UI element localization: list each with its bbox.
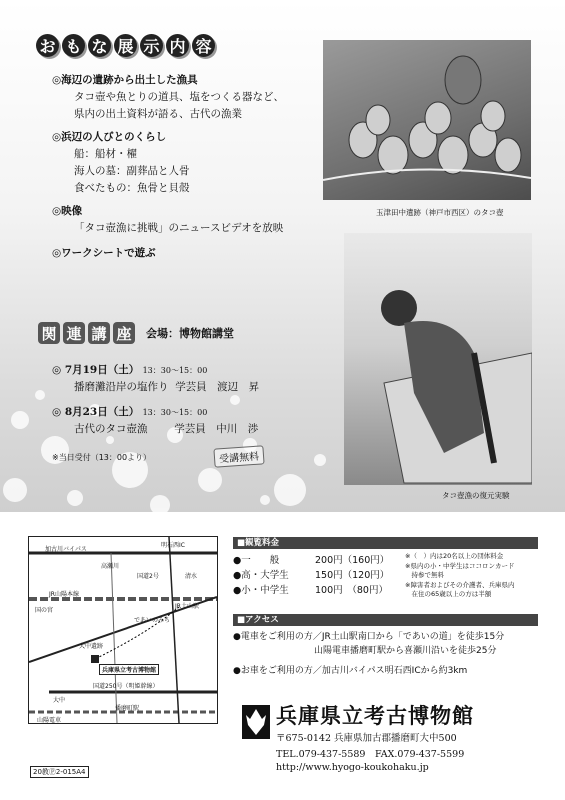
exhibit-heading: ◎浜辺の人びとのくらし <box>52 131 167 143</box>
exhibit-list <box>52 72 284 262</box>
access-line: ●電車をご利用の方／JR土山駅南口から「であいの道」を徒歩15分 <box>233 632 505 642</box>
map-label: であいのみち <box>134 617 171 624</box>
access-line: ●お車をご利用の方／加古川バイパス明石西ICから約3km <box>233 666 468 676</box>
exhibit-heading: ◎映像 <box>52 205 83 217</box>
fee-price: 100円 （80円） <box>315 585 388 596</box>
map-label: 国道2号 <box>137 573 159 580</box>
fee-label: ●一 般 <box>233 555 280 566</box>
title-char: 容 <box>192 34 215 57</box>
lecture-title-char: 連 <box>63 322 85 344</box>
lecture-speaker: 学芸員 渡辺 昇 <box>175 381 260 393</box>
title-char: 示 <box>140 34 163 57</box>
fees-table <box>233 552 415 597</box>
museum-logo <box>242 705 270 739</box>
lecture-topic: 古代のタコ壺漁 <box>74 423 148 435</box>
exhibit-line: 食べたもの：魚骨と貝殻 <box>74 182 190 194</box>
map-label: 加古川バイパス <box>45 546 87 553</box>
museum-url[interactable]: http://www.hyogo-koukohaku.jp <box>276 762 429 773</box>
fee-label: ●小・中学生 <box>233 585 289 596</box>
exhibit-line: 県内の出土資料が語る、古代の漁業 <box>74 108 242 120</box>
lecture-title-char: 関 <box>38 322 60 344</box>
free-stamp: 受講無料 <box>213 445 264 467</box>
fee-note: ※県内の小・中学生はココロンカード <box>405 561 515 570</box>
print-code: 20教Ⓟ2-015A4 <box>30 766 89 778</box>
map-label: 国の宮 <box>35 607 54 614</box>
fee-notes <box>405 552 514 600</box>
museum-address: 〒675-0142 兵庫県加古郡播磨町大中500 <box>276 733 457 744</box>
map-label: 清水 <box>185 573 198 580</box>
access-map <box>28 536 218 724</box>
lecture-title <box>38 322 234 344</box>
title-char: 展 <box>114 34 137 57</box>
exhibit-heading: ◎海辺の遺跡から出土した漁具 <box>52 74 198 86</box>
map-label: 山陽電車 <box>37 717 62 724</box>
map-label: 明石西IC <box>161 542 185 549</box>
photo2-caption: タコ壺漁の復元実験 <box>442 491 510 500</box>
octopus-pots-photo <box>323 40 531 200</box>
title-char: 内 <box>166 34 189 57</box>
fee-price: 150円（120円） <box>315 570 390 581</box>
lecture-date: ◎ 8月23日（土） <box>52 406 140 418</box>
museum-phone: TEL.079-437-5589 FAX.079-437-5599 <box>276 749 465 760</box>
photo1-caption: 玉津田中遺跡（神戸市西区）のタコ壺 <box>376 208 504 217</box>
lecture-topic: 播磨灘沿岸の塩作り <box>74 381 169 393</box>
title-char: お <box>36 34 59 57</box>
exhibit-line: 「タコ壺漁に挑戦」のニュースビデオを放映 <box>74 222 284 234</box>
map-label: 大中 <box>53 697 66 704</box>
lecture-speaker: 学芸員 中川 渉 <box>174 423 259 435</box>
museum-name: 兵庫県立考古博物館 <box>276 703 474 728</box>
title-char: も <box>62 34 85 57</box>
lecture-item <box>52 404 258 437</box>
lecture-time: 13：30～15：00 <box>142 366 208 375</box>
exhibit-line: 船：船材・櫂 <box>74 148 137 160</box>
lecture-date: ◎ 7月19日（土） <box>52 364 140 376</box>
lecture-title-char: 座 <box>113 322 135 344</box>
fees-header: ■観覧料金 <box>233 537 538 549</box>
section-title <box>36 34 215 57</box>
fee-price: 200円（160円） <box>315 555 390 566</box>
fee-note: ※障害者およびその介護者、兵庫県内 <box>405 580 515 589</box>
map-label: JR土山駅 <box>175 603 199 610</box>
map-label: 国道250号（明姫幹線） <box>93 683 159 690</box>
access-header: ■アクセス <box>233 614 538 626</box>
fishing-experiment-photo <box>344 233 532 485</box>
fee-label: ●高・大学生 <box>233 570 289 581</box>
map-label: 兵庫県立考古博物館 <box>99 664 159 675</box>
fee-note: 持参で無料 <box>405 571 444 579</box>
venue: 会場：博物館講堂 <box>146 327 234 340</box>
exhibit-line: 海人の墓：副葬品と人骨 <box>74 165 190 177</box>
lecture-title-char: 講 <box>88 322 110 344</box>
title-char: な <box>88 34 111 57</box>
access-info <box>233 630 504 678</box>
fee-note: ※（ ）内は20名以上の団体料金 <box>405 552 504 560</box>
lecture-time: 13：30～15：00 <box>142 408 208 417</box>
exhibit-heading: ◎ワークシートで遊ぶ <box>52 247 156 259</box>
exhibit-line: タコ壺や魚とりの道具、塩をつくる器など、 <box>74 91 284 103</box>
fee-note: 在住の65歳以上の方は半額 <box>405 590 492 598</box>
same-day-note: ※当日受付（13：00より） <box>52 453 152 462</box>
map-label: 播磨町駅 <box>115 705 140 712</box>
map-label: 高瀬川 <box>101 563 120 570</box>
access-line: 山陽電車播磨町駅から喜瀬川沿いを徒歩25分 <box>233 646 497 656</box>
map-label: JR山陽本線 <box>49 591 79 598</box>
map-label: 大中遺跡 <box>79 643 104 650</box>
lecture-item <box>52 362 259 395</box>
